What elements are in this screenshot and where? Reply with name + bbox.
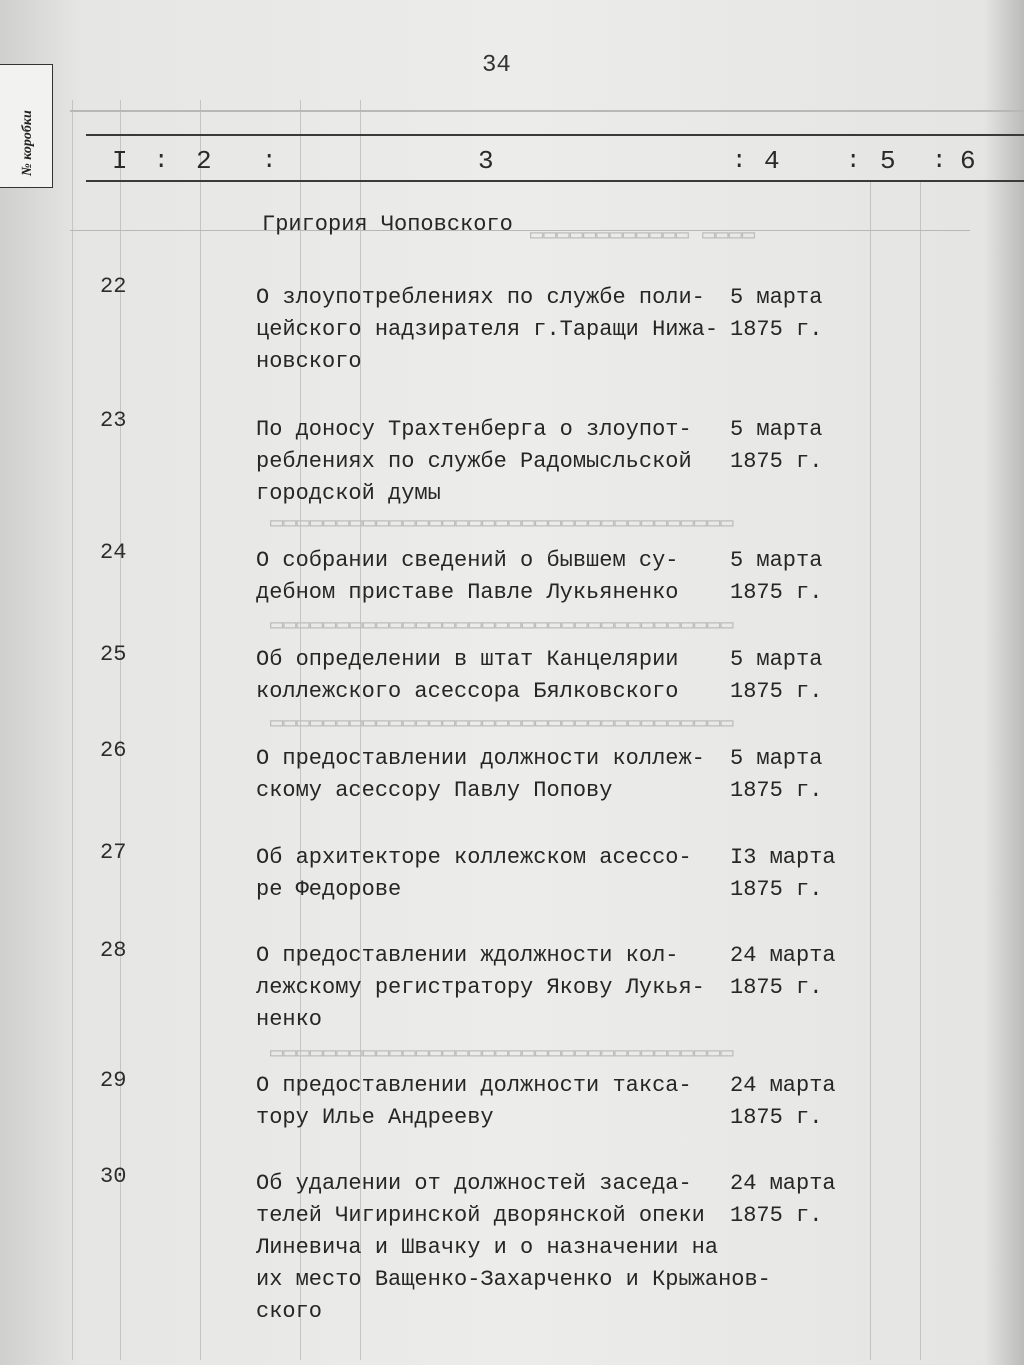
bleed-through-line [200, 100, 201, 1360]
column-separator: : [262, 148, 277, 175]
entry-number: 24 [100, 540, 127, 565]
bleed-through-text: ▭▭▭▭▭▭▭▭▭▭▭▭▭▭▭▭▭▭▭▭▭▭▭▭▭▭▭▭▭▭▭▭▭▭▭ [270, 1041, 734, 1066]
bleed-through-line [72, 100, 73, 1360]
column-header-1: I [112, 146, 128, 176]
entry-date: 24 марта 1875 г. [730, 943, 836, 1000]
bleed-through-text: ▭▭▭▭▭▭▭▭▭▭▭▭▭▭▭▭▭▭▭▭▭▭▭▭▭▭▭▭▭▭▭▭▭▭▭ [270, 711, 734, 736]
entry-date: 24 марта 1875 г. [730, 1073, 836, 1130]
entry-number: 30 [100, 1164, 127, 1189]
column-separator: : [932, 148, 947, 175]
page-number: 34 [482, 52, 511, 79]
entry-description: О собрании сведений о бывшем су- дебном приставе Павле Лукьяненко [256, 548, 679, 605]
box-number-label: № коробки [20, 110, 35, 176]
entry-description: О предоставлении должности такса- тору Илье Андрееву [256, 1073, 692, 1130]
continued-entry-line: Григория Чоповского [262, 212, 513, 237]
column-header-4: 4 [764, 146, 780, 176]
entry-description: По доносу Трахтенберга о злоупот- реблениях по службе Радомысльской городской думы [256, 417, 692, 506]
bleed-through-line [870, 180, 871, 1360]
entry-description: О предоставлении должности коллеж- скому асессору Павлу Попову [256, 746, 705, 803]
header-bottom-rule [86, 180, 1024, 182]
column-separator: : [846, 148, 861, 175]
column-separator: : [732, 148, 747, 175]
column-header-2: 2 [196, 146, 212, 176]
entry-date: 24 марта 1875 г. [730, 1171, 836, 1228]
bleed-through-text: ▭▭▭▭▭▭▭▭▭▭▭▭▭▭▭▭▭▭▭▭▭▭▭▭▭▭▭▭▭▭▭▭▭▭▭ [270, 511, 734, 536]
entry-number: 27 [100, 840, 127, 865]
entry-number: 25 [100, 642, 127, 667]
entry-date: 5 марта 1875 г. [730, 647, 823, 704]
entry-date: 5 марта 1875 г. [730, 285, 823, 342]
entry-description: О злоупотреблениях по службе поли- цейского надзирателя г.Таращи Нижа- новского [256, 285, 719, 374]
entry-number: 23 [100, 408, 127, 433]
entry-number: 22 [100, 274, 127, 299]
column-separator: : [154, 148, 169, 175]
bleed-through-text: ▭▭▭▭▭▭▭▭▭▭▭▭ ▭▭▭▭ [530, 223, 756, 248]
header-top-rule [86, 134, 1024, 136]
entry-description: Об удалении от должностей заседа- телей Чигиринской дворянской опеки Линевича и Швачку и о назначении на их место Ващенко-Захарченко и Крыжанов- ского [256, 1171, 771, 1324]
bleed-through-rule [70, 110, 1024, 112]
column-header-5: 5 [880, 146, 896, 176]
column-header-3: 3 [478, 146, 494, 176]
entry-description: Об архитекторе коллежском асессо- ре Федорове [256, 845, 692, 902]
entry-date: 5 марта 1875 г. [730, 746, 823, 803]
bleed-through-line [920, 180, 921, 1360]
entry-description: О предоставлении ждолжности кол- лежскому регистратору Якову Лукья- ненко [256, 943, 705, 1032]
entry-date: 5 марта 1875 г. [730, 548, 823, 605]
entry-description: Об определении в штат Канцелярии коллежского асессора Бялковского [256, 647, 679, 704]
bleed-through-text: ▭▭▭▭▭▭▭▭▭▭▭▭▭▭▭▭▭▭▭▭▭▭▭▭▭▭▭▭▭▭▭▭▭▭▭ [270, 613, 734, 638]
entry-number: 29 [100, 1068, 127, 1093]
column-header-6: 6 [960, 146, 976, 176]
entry-date: I3 марта 1875 г. [730, 845, 836, 902]
entry-date: 5 марта 1875 г. [730, 417, 823, 474]
page-edge-shadow [984, 0, 1024, 1365]
entry-number: 26 [100, 738, 127, 763]
entry-number: 28 [100, 938, 127, 963]
bleed-through-rule [70, 230, 970, 231]
